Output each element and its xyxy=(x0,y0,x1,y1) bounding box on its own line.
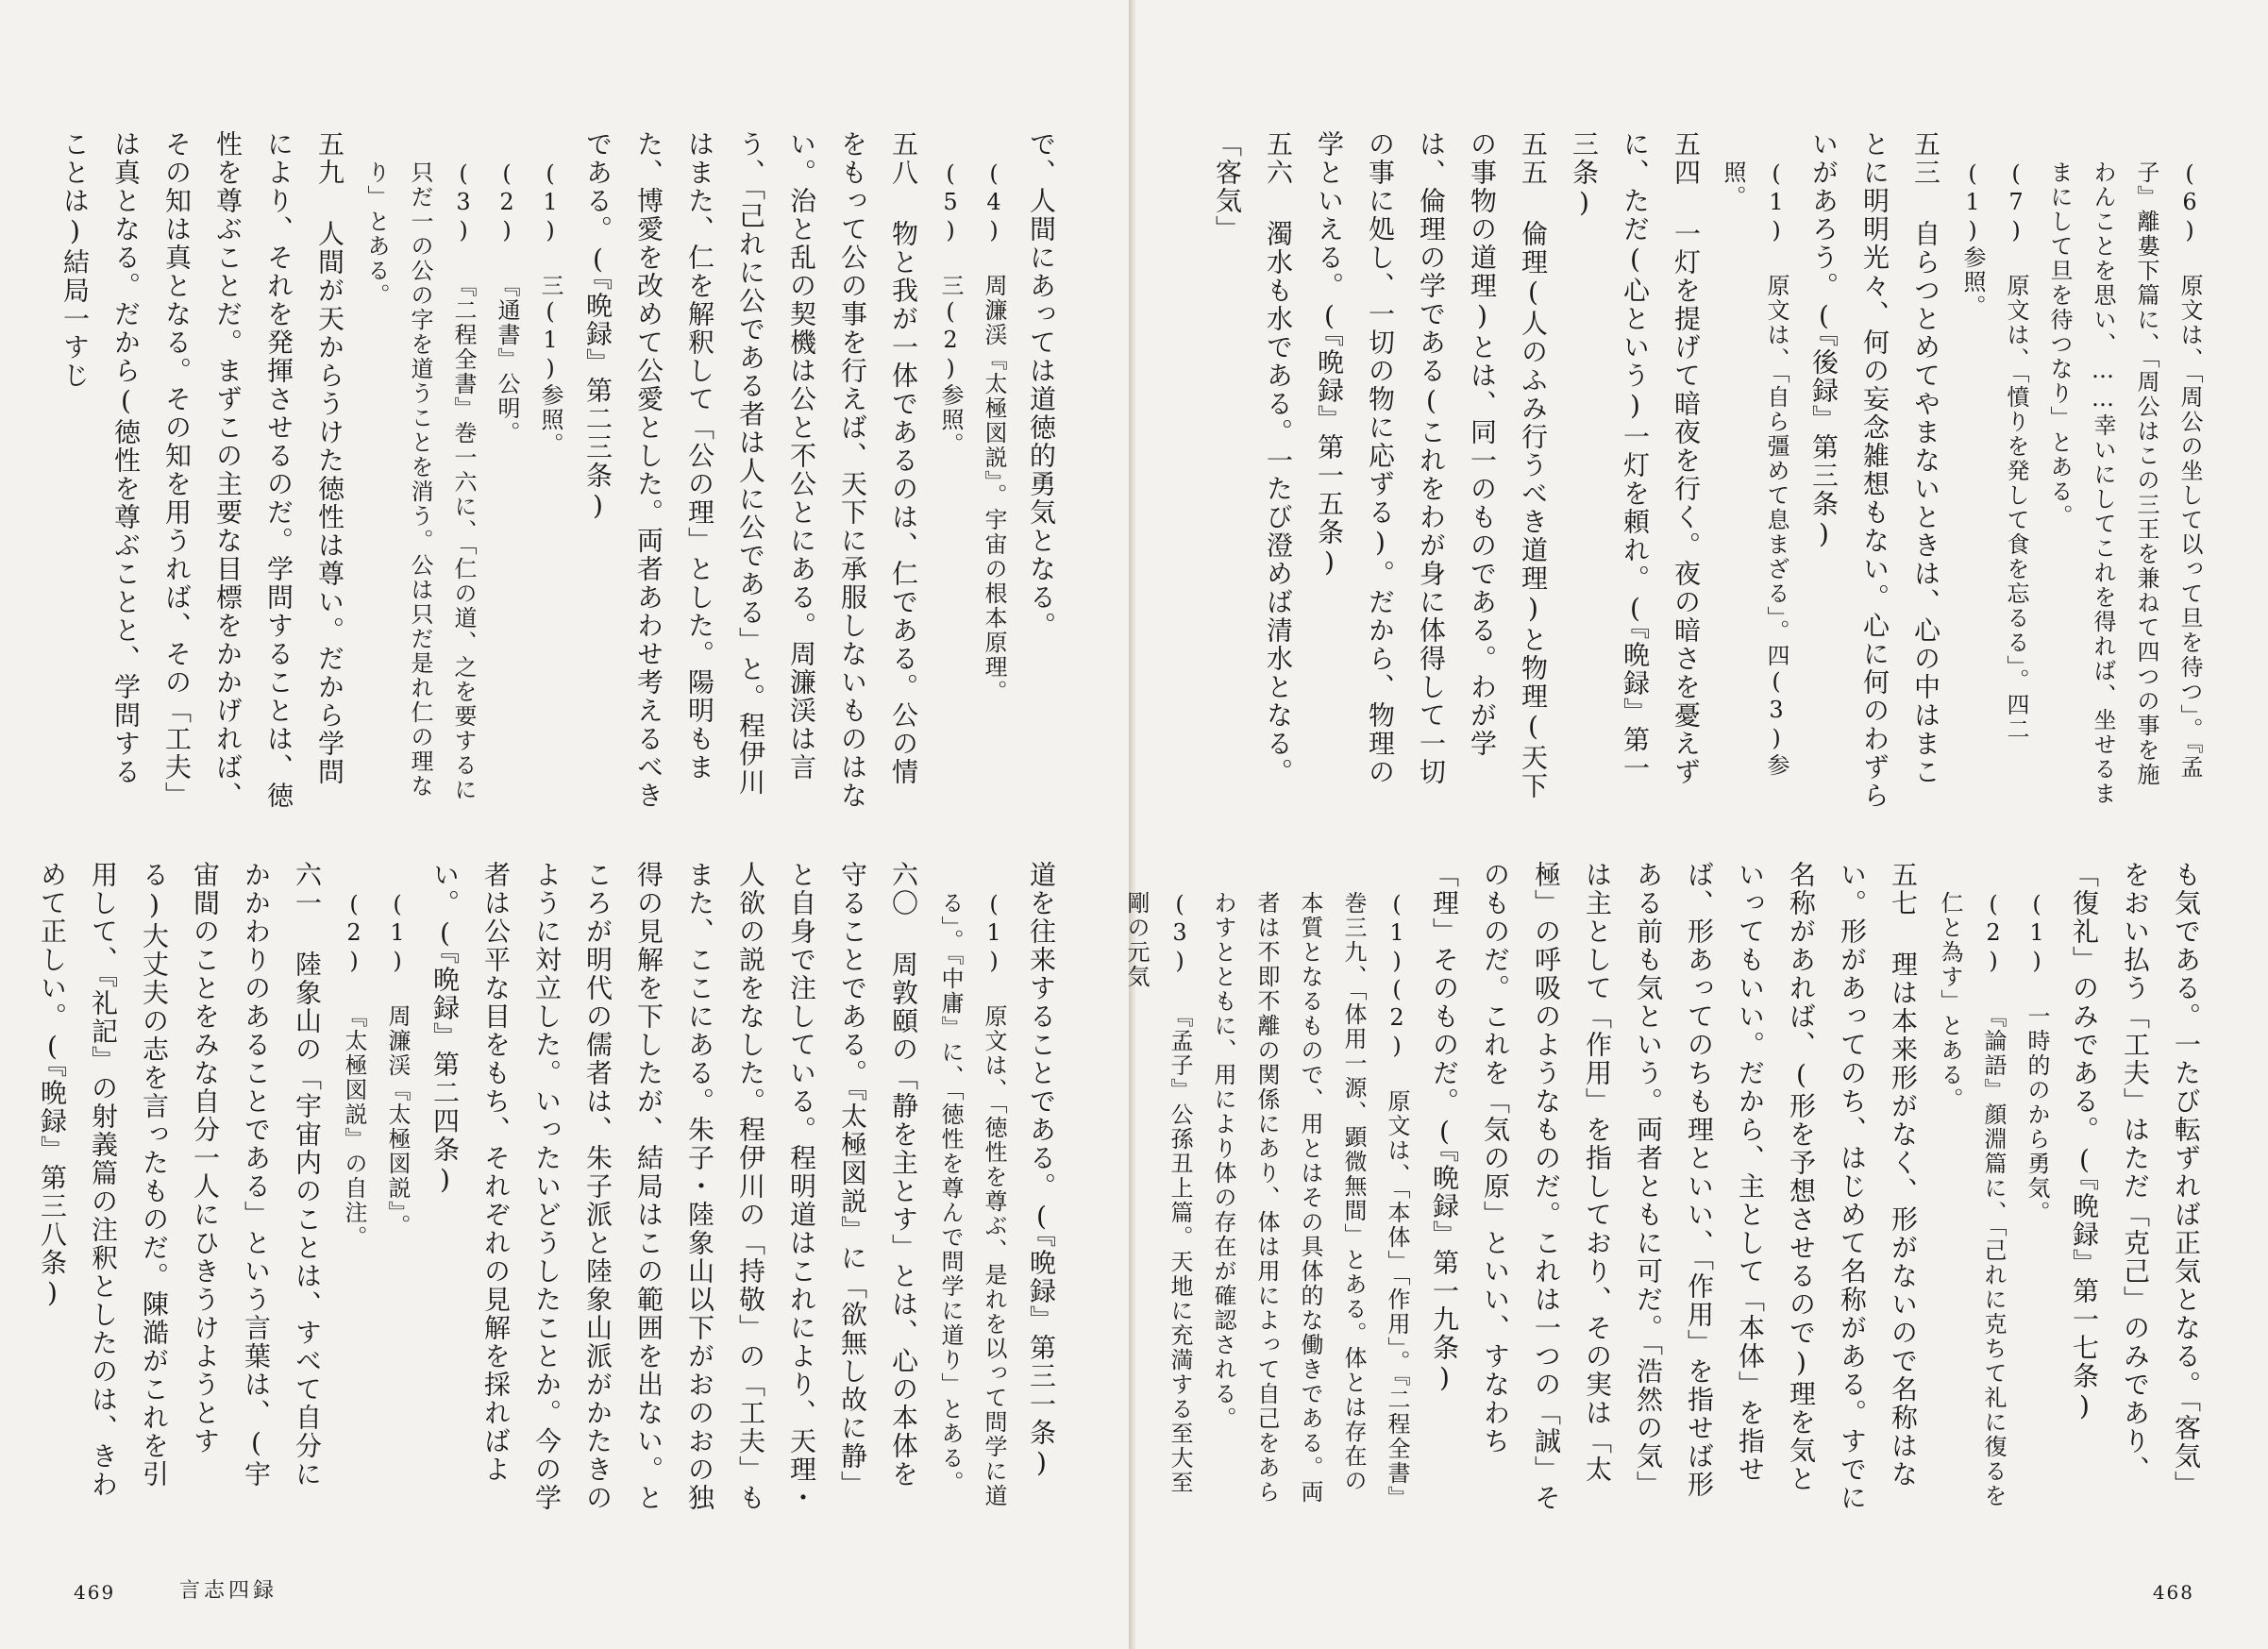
left-lower-column-block xyxy=(37,861,1067,1512)
maxim-entry: 五八 物と我が一体であるのは、仁である。公の情をもって公の事を行えば、天下に承服しないものはない。治と乱の契機は公と不公とにある。周濂渓は言う、「己れに公である者は人に公である」と。程伊川はまた、仁を解釈して「公の理」とした。陽明もまた、博愛を改めて公愛とした。両者あわせ考えるべきである。(『晩録』第二三条) xyxy=(582,130,919,810)
maxim-entry: 五三 自らつとめてやまないときは、心の中はまことに明明光々、何の妄念雑想もない。心に何のわずらいがあろう。(『後録』第三条) xyxy=(1808,130,1941,810)
annotation-note: (1) 原文は、「自ら彊めて息まざる」。四(3)参照。 xyxy=(1720,160,1789,778)
annotation-note: (2) 『通書』公明。 xyxy=(494,160,520,446)
maxim-entry: 五六 濁水も水である。一たび澄めば清水となる。「客気」 xyxy=(1212,130,1294,786)
continued-text: も気である。一たび転ずれば正気となる。「客気」をおい払う「工夫」はただ「克己」のみであり、「復礼」のみである。(『晩録』第一七条) xyxy=(2069,861,2202,1499)
maxim-entry: 五五 倫理(人のふみ行うべき道理)と物理(天下の事物の道理)とは、同一のものである。わが学は、倫理の学である(これをわが身に体得して一切の事に処し、一切の物に応ずる)。だから、物理の学といえる。(『晩録』第一五条) xyxy=(1314,130,1549,800)
annotation-note: (1) 三(1)参照。 xyxy=(537,160,563,457)
maxim-entry: 六一 陸象山の「宇宙内のことは、すべて自分にかかわりのあることである」という言葉は、(宇宙間のことをみな自分一人にひきうけようとする)大丈夫の志を言ったものだ。陳澔がこれを引用して、『礼記』の射義篇の注釈としたのは、きわめて正しい。(『晩録』第三八条) xyxy=(37,861,323,1499)
maxim-entry: 五七 理は本来形がなく、形がないので名称はない。形があってのち、はじめて名称がある。すでに名称があれば、(形を予想させるので)理を気といってもいい。だから、主として「本体」を指せば、形あってのちも理といい、「作用」を指せば形ある前も気という。両者ともに可だ。「浩然の気」は主として「作用」を指しており、その実は「太極」の呼吸のようなものだ。これは一つの「誠」そのものだ。これを「気の原」といい、すなわち「理」そのものだ。(『晩録』第一九条) xyxy=(1429,861,1919,1512)
left-upper-column-block xyxy=(59,130,1067,810)
annotation-note: (7) 原文は、「憤りを発して食を忘るる」。四二(1)参照。 xyxy=(1959,160,2029,742)
maxim-entry: 六〇 周敦頤の「静を主とす」とは、心の本体を守ることである。『太極図説』に「欲無し故に静」と自身で注している。程明道はこれにより、天理・人欲の説をなした。程伊川の「持敬」の「工夫」もまた、ここにある。朱子・陸象山以下がおのおの独得の見解を下したが、結局はこの範囲を出ない。ところが明代の儒者は、朱子派と陸象山派がかたきのように対立した。いったいどうしたことか。今の学者は公平な目をもち、それぞれの見解を採ればよい。(『晩録』第二四条) xyxy=(429,861,919,1512)
right-page xyxy=(1123,0,2268,1649)
running-title: 言志四録 xyxy=(179,1579,278,1603)
left-page xyxy=(0,0,1133,1649)
annotation-note: (4) 周濂渓『太極図説』。宇宙の根本原理。 xyxy=(981,160,1007,704)
annotation-note: (1)(2) 原文は、「本体」「作用」。『二程全書』巻三九、「体用一源、顕微無間」とある。体とは存在の本質となるもので、用とはその具体的な働きである。両者は不即不離の関係にあり、体は用によって自己をあらわすとともに、用により体の存在が確認される。 xyxy=(1210,891,1410,1510)
continued-text: 道を往来することである。(『晩録』第三一条) xyxy=(1026,861,1057,1480)
right-page-number: 468 xyxy=(2152,1581,2194,1604)
annotation-note: (1) 周濂渓『太極図説』。 xyxy=(384,891,411,1238)
annotation-note: (1) 一時的のから勇気。 xyxy=(2024,891,2050,1225)
annotation-note: (5) 三(2)参照。 xyxy=(937,160,964,457)
continued-text: で、人間にあっては道徳的勇気となる。 xyxy=(1026,130,1057,640)
maxim-entry: 五四 一灯を提げて暗夜を行く。夜の暗さを憂えずに、ただ(心という)一灯を頼れ。(『晩録』第一三条) xyxy=(1569,130,1702,786)
annotation-note: (2) 『論語』顔淵篇に、「己れに克ちて礼に復るを仁と為す」とある。 xyxy=(1937,891,2007,1508)
annotation-note: (3) 『孟子』公孫丑上篇。天地に充満する至大至剛の元気 xyxy=(1123,891,1193,1495)
right-lower-column-block xyxy=(1123,861,2211,1512)
annotation-note: (6) 原文は、「周公の坐して以って旦を待つ」。『孟子』離婁下篇に、「周公はこの三王を兼ねて四つの事を施わんことを思い、……幸いにしてこれを得れば、坐せるままにして旦を待つなり」とある。 xyxy=(2046,160,2203,806)
maxim-entry: 五九 人間が天からうけた徳性は尊い。だから学問により、それを発揮させるのだ。学問することは、徳性を尊ぶことだ。まずこの主要な目標をかかげれば、その知は真となる。その知を用うれば、その「工夫」は真となる。だから(徳性を尊ぶことと、学問することは)結局一すじ xyxy=(59,130,345,810)
annotation-note: (3) 『二程全書』巻一六に、「仁の道、之を要するに只だ一の公の字を道うことを消う。公は只だ是れ仁の理なり」とある。 xyxy=(363,160,477,802)
annotation-note: (2) 『太極図説』の自注。 xyxy=(341,891,367,1250)
annotation-note: (1) 原文は、「徳性を尊ぶ、是れを以って問学に道る」。『中庸』に、「徳性を尊んで問学に道り」とある。 xyxy=(937,891,1007,1508)
left-page-number: 469 xyxy=(74,1581,116,1604)
right-upper-column-block xyxy=(1211,130,2211,810)
